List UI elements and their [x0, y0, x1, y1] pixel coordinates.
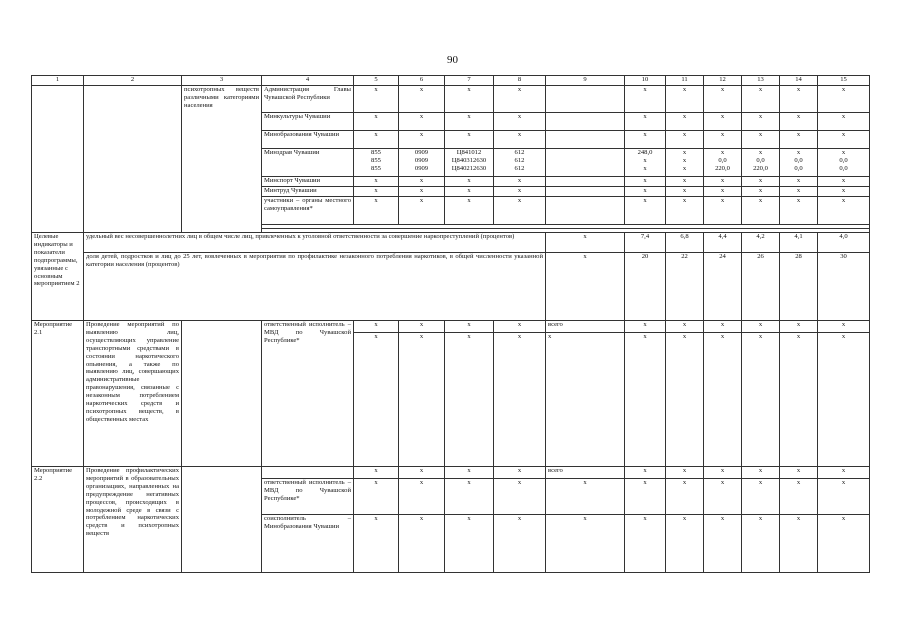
cell-value: x	[780, 187, 818, 197]
cell-value: x	[625, 515, 666, 573]
cell-value: x	[704, 321, 742, 333]
cell-value: x	[704, 113, 742, 131]
header-cell: 15	[818, 76, 870, 86]
cell-value: x	[818, 177, 870, 187]
cell-value: x	[399, 131, 445, 149]
cell-value: x	[742, 333, 780, 467]
cell-multi: x 0,0 0,0	[818, 149, 870, 177]
cell-value: x	[399, 515, 445, 573]
cell-value: x	[625, 479, 666, 515]
cell-value: 4,4	[704, 233, 742, 253]
cell-value: x	[546, 479, 625, 515]
event-label: Мероприятие 2.1	[32, 321, 84, 467]
indicator-row	[32, 253, 870, 321]
cell-value: x	[445, 177, 494, 187]
cell-value: x	[546, 515, 625, 573]
cell-value: x	[354, 131, 399, 149]
cell-value: x	[445, 333, 494, 467]
cell-value: x	[742, 467, 780, 479]
cell-empty	[546, 149, 625, 177]
cell-value: x	[354, 479, 399, 515]
responsible-cell: участники – органы местного самоуправления*	[262, 197, 354, 225]
cell-value: x	[625, 86, 666, 113]
cell-value: 26	[742, 253, 780, 321]
category-cell: психотропных веществ различными категориями населения	[182, 86, 262, 233]
cell-multi: x 0,0 0,0	[780, 149, 818, 177]
cell-value: x	[445, 197, 494, 225]
responsible-cell: Минспорт Чувашии	[262, 177, 354, 187]
cell-value: x	[494, 467, 546, 479]
cell-multi: x 0,0 220,0	[704, 149, 742, 177]
cell-value: x	[625, 187, 666, 197]
cell-value: x	[780, 131, 818, 149]
cell-value: x	[780, 479, 818, 515]
event-description: Проведение профилактических мероприятий в образовательных организациях, направленных на предупреждение негативных процессов, происходящих в молодежной среде в связи с потреблением наркотических средств и психотропных веществ	[84, 467, 182, 573]
cell-value: x	[445, 113, 494, 131]
indicator-text: удельный вес несовершеннолетних лиц в общем числе лиц, привлеченных к уголовной ответственности за совершение наркопреступлений (процентов)	[84, 233, 546, 253]
cell-value: x	[399, 333, 445, 467]
cell-empty	[32, 86, 84, 233]
cell-empty	[182, 467, 262, 573]
header-cell: 4	[262, 76, 354, 86]
cell-value: 20	[625, 253, 666, 321]
cell-value: x	[780, 515, 818, 573]
cell-value: x	[399, 321, 445, 333]
cell-value: x	[354, 467, 399, 479]
cell-multi: 0909 0909 0909	[399, 149, 445, 177]
cell-value: 24	[704, 253, 742, 321]
cell-value: x	[818, 479, 870, 515]
cell-value: x	[354, 321, 399, 333]
cell-value: x	[818, 321, 870, 333]
page-number: 90	[447, 54, 458, 66]
cell-value: x	[704, 197, 742, 225]
cell-value: x	[704, 86, 742, 113]
cell-value: x	[399, 113, 445, 131]
cell-value: x	[445, 131, 494, 149]
cell-empty	[546, 187, 625, 197]
cell-value: x	[704, 187, 742, 197]
cell-empty	[182, 321, 262, 467]
cell-value: x	[494, 177, 546, 187]
cell-value: x	[445, 515, 494, 573]
header-cell: 8	[494, 76, 546, 86]
cell-value: x	[399, 479, 445, 515]
cell-value: x	[818, 187, 870, 197]
cell-value: x	[742, 515, 780, 573]
cell-empty	[546, 113, 625, 131]
cell-value: x	[625, 113, 666, 131]
cell-value: x	[399, 467, 445, 479]
cell-value: x	[494, 515, 546, 573]
cell-value: x	[780, 321, 818, 333]
cell-value: x	[780, 467, 818, 479]
cell-value: x	[625, 197, 666, 225]
cell-value: x	[666, 86, 704, 113]
cell-empty	[84, 86, 182, 233]
cell-value: x	[780, 86, 818, 113]
cell-value: x	[494, 479, 546, 515]
header-cell: 2	[84, 76, 182, 86]
cell-value: x	[818, 467, 870, 479]
indicator-text: доля детей, подростков и лиц до 25 лет, вовлеченных в мероприятия по профилактике незаконного потребления наркотиков, в общей численности указанной категории населения (процентов)	[84, 253, 546, 321]
cell-value: x	[704, 479, 742, 515]
cell-value: x	[445, 187, 494, 197]
cell-value: 22	[666, 253, 704, 321]
program-table	[31, 75, 870, 573]
funding-source: всего	[546, 467, 625, 479]
cell-empty	[546, 131, 625, 149]
responsible-cell: ответственный исполнитель – МВД по Чувашской Республике*	[262, 321, 354, 467]
cell-value: x	[494, 86, 546, 113]
cell-value: x	[818, 113, 870, 131]
cell-value: x	[494, 113, 546, 131]
cell-value: x	[666, 333, 704, 467]
cell-value: x	[354, 187, 399, 197]
event-row	[32, 467, 870, 479]
cell-multi: 248,0 x x	[625, 149, 666, 177]
cell-value: x	[666, 187, 704, 197]
cell-value: x	[354, 515, 399, 573]
header-cell: 11	[666, 76, 704, 86]
header-row	[32, 76, 870, 86]
cell-value: x	[399, 187, 445, 197]
cell-value: x	[445, 467, 494, 479]
responsible-cell: Минтруд Чувашии	[262, 187, 354, 197]
header-cell: 3	[182, 76, 262, 86]
cell-value: 4,1	[780, 233, 818, 253]
cell-value: x	[666, 131, 704, 149]
header-cell: 5	[354, 76, 399, 86]
cell-value: x	[666, 467, 704, 479]
cell-value: x	[625, 333, 666, 467]
cell-value: x	[399, 197, 445, 225]
cell-value: x	[742, 187, 780, 197]
responsible-cell: соисполнитель – Минобразования Чувашии	[262, 515, 354, 573]
cell-multi: 855 855 855	[354, 149, 399, 177]
cell-value: x	[399, 177, 445, 187]
header-cell: 14	[780, 76, 818, 86]
cell-value: x	[445, 479, 494, 515]
cell-value: x	[742, 321, 780, 333]
event-row	[32, 321, 870, 333]
table-row	[32, 86, 870, 113]
cell-value: x	[704, 467, 742, 479]
cell-value: x	[666, 479, 704, 515]
cell-value: x	[494, 187, 546, 197]
cell-value: x	[494, 197, 546, 225]
cell-value: x	[780, 333, 818, 467]
cell-value: 4,2	[742, 233, 780, 253]
cell-value: x	[818, 515, 870, 573]
cell-value: x	[742, 197, 780, 225]
cell-value: x	[780, 113, 818, 131]
cell-value: 28	[780, 253, 818, 321]
cell-value: x	[399, 86, 445, 113]
cell-value: x	[625, 177, 666, 187]
cell-value: x	[546, 253, 625, 321]
cell-value: 6,8	[666, 233, 704, 253]
cell-multi: x x x	[666, 149, 704, 177]
header-cell: 9	[546, 76, 625, 86]
cell-value: x	[704, 515, 742, 573]
cell-value: x	[354, 113, 399, 131]
cell-value: x	[666, 113, 704, 131]
cell-value: x	[742, 131, 780, 149]
responsible-cell: Минобразования Чувашии	[262, 131, 354, 149]
cell-value: x	[445, 86, 494, 113]
cell-multi: Ц841012 Ц840312630 Ц840212630	[445, 149, 494, 177]
cell-value: x	[704, 131, 742, 149]
cell-value: x	[445, 321, 494, 333]
cell-empty	[546, 197, 625, 225]
cell-value: x	[666, 321, 704, 333]
header-cell: 12	[704, 76, 742, 86]
cell-value: x	[666, 177, 704, 187]
cell-value: x	[546, 233, 625, 253]
responsible-cell: Минздрав Чувашии	[262, 149, 354, 177]
indicator-row	[32, 233, 870, 253]
event-description: Проведение мероприятий по выявлению лиц, осуществляющих управление транспортными средствами в состоянии наркотического опьянения, а также по выявлению лиц, совершающих административные правонарушения, связанные с незаконным потреблением наркотических средств и психотропных веществ, в общественных местах	[84, 321, 182, 467]
cell-empty	[262, 467, 354, 479]
cell-empty	[546, 86, 625, 113]
cell-value: x	[354, 197, 399, 225]
event-label: Мероприятие 2.2	[32, 467, 84, 573]
header-cell: 10	[625, 76, 666, 86]
responsible-cell: ответственный исполнитель – МВД по Чувашской Республике*	[262, 479, 354, 515]
cell-value: x	[818, 86, 870, 113]
cell-value: x	[742, 177, 780, 187]
cell-value: x	[625, 131, 666, 149]
cell-value: x	[354, 333, 399, 467]
cell-value: 4,0	[818, 233, 870, 253]
cell-value: x	[666, 515, 704, 573]
header-cell: 1	[32, 76, 84, 86]
header-cell: 13	[742, 76, 780, 86]
cell-multi: x 0,0 220,0	[742, 149, 780, 177]
cell-value: x	[742, 479, 780, 515]
cell-value: x	[354, 177, 399, 187]
funding-source: всего	[546, 321, 625, 333]
responsible-cell: Администрация Главы Чувашской Республики	[262, 86, 354, 113]
cell-value: x	[666, 197, 704, 225]
cell-value: 7,4	[625, 233, 666, 253]
cell-value: x	[494, 321, 546, 333]
cell-value: 30	[818, 253, 870, 321]
cell-multi: 612 612 612	[494, 149, 546, 177]
cell-value: x	[818, 333, 870, 467]
indicators-label: Целевые индикаторы и показатели подпрограммы, увязанные с основным мероприятием 2	[32, 233, 84, 321]
cell-value: x	[704, 333, 742, 467]
cell-value: x	[354, 86, 399, 113]
cell-empty	[546, 177, 625, 187]
cell-value: x	[546, 333, 625, 467]
cell-value: x	[780, 177, 818, 187]
cell-value: x	[742, 113, 780, 131]
cell-value: x	[625, 467, 666, 479]
cell-value: x	[494, 131, 546, 149]
header-cell: 7	[445, 76, 494, 86]
cell-value: x	[704, 177, 742, 187]
cell-value: x	[818, 197, 870, 225]
cell-value: x	[818, 131, 870, 149]
cell-value: x	[742, 86, 780, 113]
responsible-cell: Минкультуры Чувашии	[262, 113, 354, 131]
header-cell: 6	[399, 76, 445, 86]
cell-value: x	[625, 321, 666, 333]
cell-value: x	[780, 197, 818, 225]
cell-value: x	[494, 333, 546, 467]
